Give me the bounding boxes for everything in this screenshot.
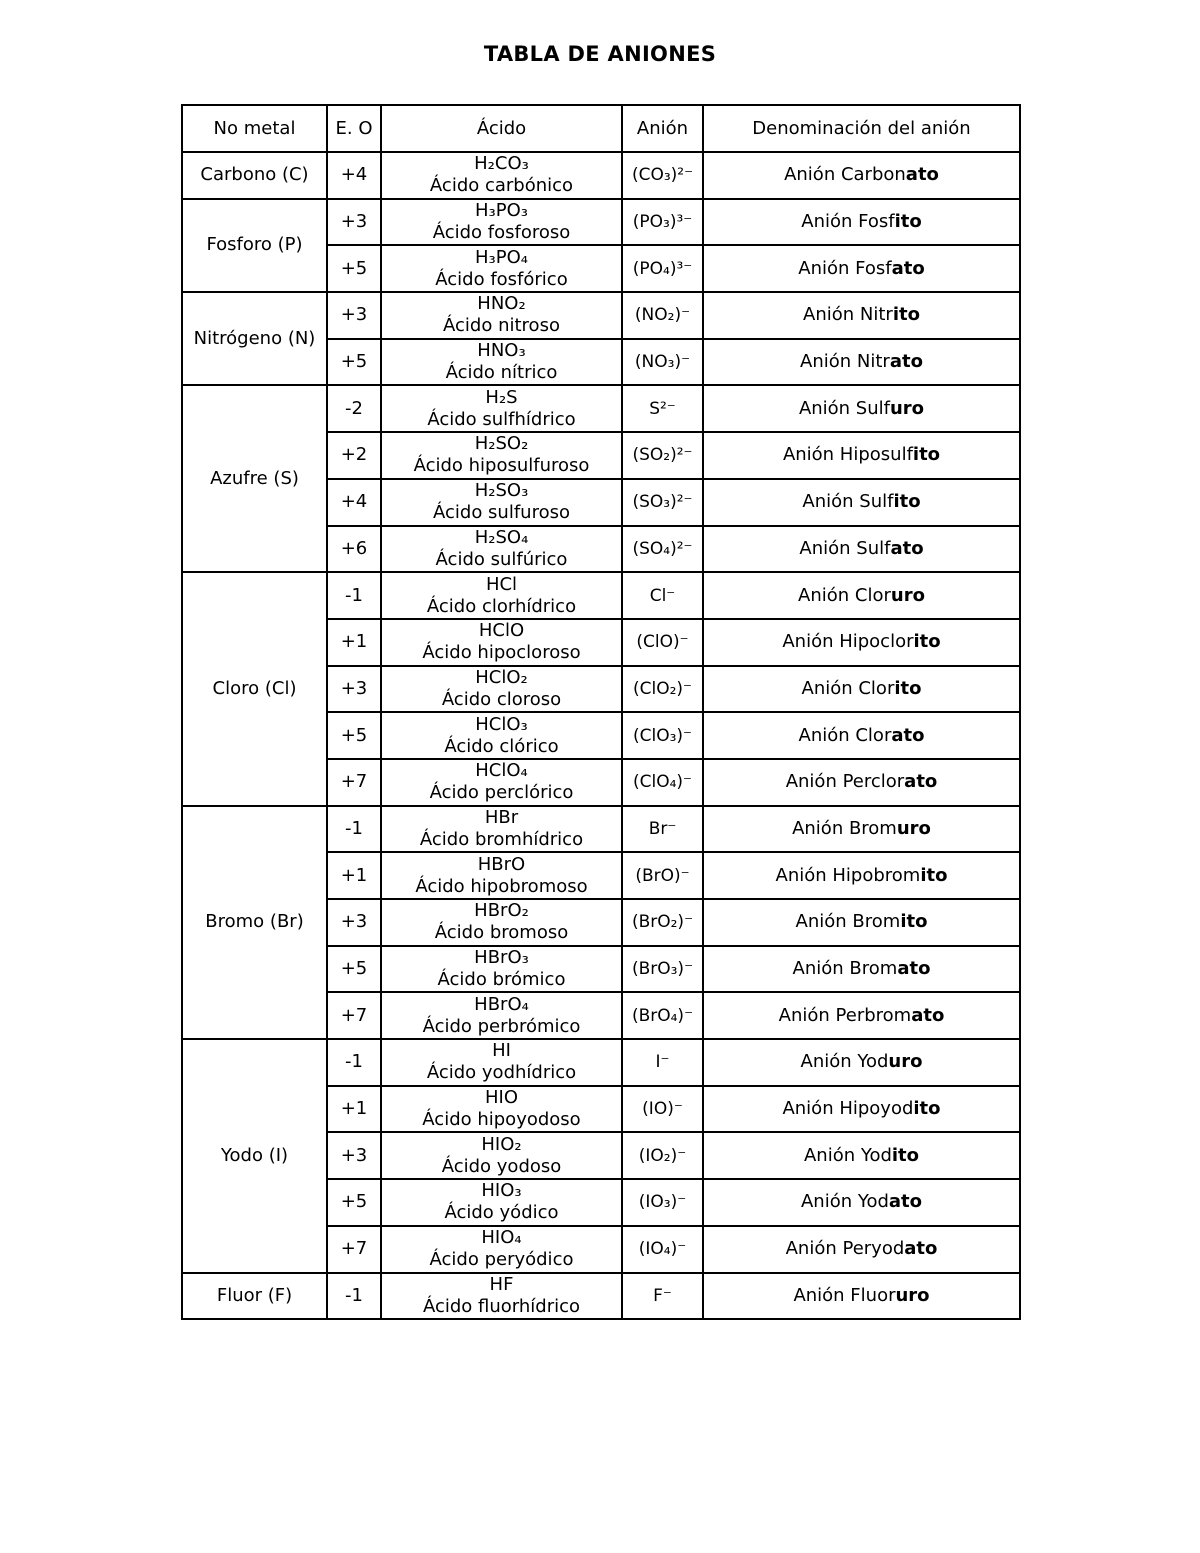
denominacion-cell bbox=[703, 199, 1020, 246]
eo-cell: +1 bbox=[327, 852, 381, 899]
anion-cell: (IO₄)⁻ bbox=[622, 1226, 703, 1273]
acid-cell bbox=[381, 432, 622, 479]
denominacion-cell bbox=[703, 852, 1020, 899]
acid-name: Ácido yódico bbox=[444, 1202, 559, 1224]
acid-cell bbox=[381, 572, 622, 619]
denominacion-cell bbox=[703, 619, 1020, 666]
denominacion-suffix: ato bbox=[890, 537, 924, 559]
anion-cell: (IO)⁻ bbox=[622, 1086, 703, 1133]
acid-formula: HBrO₃ bbox=[474, 947, 529, 969]
anion-table bbox=[181, 104, 1021, 1320]
acid-name: Ácido clorhídrico bbox=[426, 595, 577, 617]
denominacion-suffix: ito bbox=[912, 444, 941, 466]
acid-formula: HCl bbox=[485, 573, 518, 595]
acid-formula: H₃PO₃ bbox=[475, 200, 528, 222]
denominacion-stem: Anión Yod bbox=[803, 1144, 892, 1166]
eo-cell: +3 bbox=[327, 899, 381, 946]
anion-cell: (ClO₃)⁻ bbox=[622, 712, 703, 759]
denominacion-stem: Anión Yod bbox=[800, 1051, 889, 1073]
acid-cell bbox=[381, 479, 622, 526]
eo-cell: +5 bbox=[327, 339, 381, 386]
denominacion-suffix: ito bbox=[913, 631, 941, 653]
anion-cell: (ClO₂)⁻ bbox=[622, 666, 703, 713]
denominacion-stem: Anión Peryod bbox=[785, 1238, 905, 1260]
acid-name: Ácido brómico bbox=[437, 969, 566, 991]
denominacion-suffix: uro bbox=[896, 817, 931, 839]
denominacion-stem: Anión Brom bbox=[792, 817, 897, 839]
acid-name: Ácido hiposulfuroso bbox=[413, 455, 590, 477]
header-acido: Ácido bbox=[381, 105, 622, 152]
anion-cell: (BrO₄)⁻ bbox=[622, 992, 703, 1039]
acid-name: Ácido peryódico bbox=[429, 1249, 574, 1271]
denominacion-suffix: ato bbox=[897, 958, 931, 980]
table-row bbox=[182, 292, 1020, 339]
eo-cell: +3 bbox=[327, 199, 381, 246]
acid-cell bbox=[381, 946, 622, 993]
denominacion-cell bbox=[703, 759, 1020, 806]
acid-name: Ácido carbónico bbox=[429, 175, 574, 197]
denominacion-suffix: uro bbox=[895, 1284, 930, 1306]
acid-formula: HIO₂ bbox=[481, 1133, 522, 1155]
denominacion-stem: Anión Sulf bbox=[799, 537, 891, 559]
acid-cell bbox=[381, 899, 622, 946]
anion-table-body bbox=[182, 105, 1020, 1319]
acid-formula: HClO₄ bbox=[475, 760, 528, 782]
no-metal-cell: Nitrógeno (N) bbox=[182, 292, 327, 385]
table-row bbox=[182, 152, 1020, 199]
denominacion-stem: Anión Sulf bbox=[798, 397, 890, 419]
eo-cell: +4 bbox=[327, 479, 381, 526]
denominacion-cell bbox=[703, 666, 1020, 713]
denominacion-cell bbox=[703, 1226, 1020, 1273]
anion-cell: (NO₃)⁻ bbox=[622, 339, 703, 386]
acid-formula: H₃PO₄ bbox=[475, 246, 528, 268]
denominacion-stem: Anión Hipoyod bbox=[782, 1098, 914, 1120]
denominacion-cell bbox=[703, 1132, 1020, 1179]
table-row bbox=[182, 806, 1020, 853]
acid-formula: HIO bbox=[484, 1087, 518, 1109]
acid-cell bbox=[381, 385, 622, 432]
acid-cell bbox=[381, 245, 622, 292]
denominacion-cell bbox=[703, 385, 1020, 432]
denominacion-stem: Anión Nitr bbox=[803, 304, 893, 326]
acid-formula: HBrO₂ bbox=[474, 900, 529, 922]
denominacion-stem: Anión Fluor bbox=[793, 1284, 896, 1306]
acid-name: Ácido fosfórico bbox=[435, 268, 568, 290]
anion-cell: (BrO)⁻ bbox=[622, 852, 703, 899]
acid-cell bbox=[381, 292, 622, 339]
no-metal-cell: Carbono (C) bbox=[182, 152, 327, 199]
anion-cell: (CO₃)²⁻ bbox=[622, 152, 703, 199]
denominacion-stem: Anión Brom bbox=[792, 958, 898, 980]
acid-formula: H₂SO₃ bbox=[474, 480, 529, 502]
acid-name: Ácido hipoyodoso bbox=[422, 1109, 581, 1131]
denominacion-cell bbox=[703, 899, 1020, 946]
acid-name: Ácido perbrómico bbox=[422, 1015, 581, 1037]
acid-formula: HIO₃ bbox=[481, 1180, 522, 1202]
anion-cell: Cl⁻ bbox=[622, 572, 703, 619]
acid-name: Ácido clórico bbox=[444, 735, 559, 757]
denominacion-suffix: ato bbox=[904, 771, 938, 793]
denominacion-stem: Anión Carbon bbox=[784, 164, 906, 186]
eo-cell: -1 bbox=[327, 1273, 381, 1320]
denominacion-suffix: ito bbox=[900, 911, 928, 933]
acid-name: Ácido bromhídrico bbox=[419, 828, 584, 850]
acid-cell bbox=[381, 1226, 622, 1273]
no-metal-cell: Yodo (I) bbox=[182, 1039, 327, 1272]
denominacion-stem: Anión Nitr bbox=[800, 351, 890, 373]
acid-formula: HClO₃ bbox=[475, 713, 528, 735]
denominacion-suffix: ito bbox=[893, 491, 921, 513]
denominacion-suffix: ato bbox=[891, 257, 925, 279]
acid-cell bbox=[381, 1273, 622, 1320]
acid-formula: H₂S bbox=[485, 386, 518, 408]
denominacion-suffix: ito bbox=[894, 211, 922, 233]
acid-name: Ácido hipobromoso bbox=[415, 875, 588, 897]
anion-cell: (BrO₂)⁻ bbox=[622, 899, 703, 946]
eo-cell: +7 bbox=[327, 759, 381, 806]
eo-cell: +7 bbox=[327, 992, 381, 1039]
acid-formula: HBrO₄ bbox=[474, 993, 529, 1015]
eo-cell: +3 bbox=[327, 666, 381, 713]
eo-cell: -1 bbox=[327, 572, 381, 619]
denominacion-cell bbox=[703, 946, 1020, 993]
anion-cell: F⁻ bbox=[622, 1273, 703, 1320]
acid-cell bbox=[381, 619, 622, 666]
acid-formula: H₂SO₂ bbox=[474, 433, 529, 455]
acid-cell bbox=[381, 199, 622, 246]
denominacion-stem: Anión Clor bbox=[801, 677, 895, 699]
eo-cell: +4 bbox=[327, 152, 381, 199]
anion-cell: (ClO₄)⁻ bbox=[622, 759, 703, 806]
acid-cell bbox=[381, 339, 622, 386]
acid-cell bbox=[381, 1086, 622, 1133]
acid-formula: HClO₂ bbox=[475, 666, 528, 688]
acid-cell bbox=[381, 666, 622, 713]
acid-cell bbox=[381, 1179, 622, 1226]
acid-cell bbox=[381, 759, 622, 806]
eo-cell: +3 bbox=[327, 1132, 381, 1179]
eo-cell: -2 bbox=[327, 385, 381, 432]
header-eo: E. O bbox=[327, 105, 381, 152]
acid-cell bbox=[381, 1132, 622, 1179]
denominacion-suffix: uro bbox=[889, 397, 925, 419]
acid-cell bbox=[381, 852, 622, 899]
acid-name: Ácido hipocloroso bbox=[422, 642, 581, 664]
denominacion-suffix: ato bbox=[905, 164, 939, 186]
denominacion-suffix: ito bbox=[894, 677, 922, 699]
eo-cell: +2 bbox=[327, 432, 381, 479]
denominacion-suffix: uro bbox=[888, 1051, 923, 1073]
eo-cell: +5 bbox=[327, 245, 381, 292]
anion-cell: (SO₃)²⁻ bbox=[622, 479, 703, 526]
eo-cell: +7 bbox=[327, 1226, 381, 1273]
no-metal-cell: Bromo (Br) bbox=[182, 806, 327, 1039]
denominacion-stem: Anión Hiposulf bbox=[782, 444, 913, 466]
acid-cell bbox=[381, 526, 622, 573]
denominacion-cell bbox=[703, 806, 1020, 853]
denominacion-stem: Anión Hipobrom bbox=[775, 864, 921, 886]
acid-formula: HF bbox=[489, 1273, 514, 1295]
denominacion-cell bbox=[703, 992, 1020, 1039]
eo-cell: +5 bbox=[327, 712, 381, 759]
acid-formula: H₂SO₄ bbox=[474, 526, 529, 548]
acid-name: Ácido sulfúrico bbox=[435, 548, 568, 570]
denominacion-stem: Anión Brom bbox=[795, 911, 901, 933]
denominacion-cell bbox=[703, 1086, 1020, 1133]
denominacion-cell bbox=[703, 292, 1020, 339]
table-row bbox=[182, 1039, 1020, 1086]
denominacion-cell bbox=[703, 572, 1020, 619]
no-metal-cell: Cloro (Cl) bbox=[182, 572, 327, 805]
no-metal-cell: Fosforo (P) bbox=[182, 199, 327, 292]
denominacion-suffix: ato bbox=[888, 1191, 923, 1213]
acid-cell bbox=[381, 1039, 622, 1086]
acid-name: Ácido perclórico bbox=[429, 782, 574, 804]
acid-name: Ácido nítrico bbox=[445, 362, 558, 384]
eo-cell: +1 bbox=[327, 619, 381, 666]
denominacion-stem: Anión Clor bbox=[798, 724, 892, 746]
eo-cell: +1 bbox=[327, 1086, 381, 1133]
acid-cell bbox=[381, 152, 622, 199]
acid-name: Ácido bromoso bbox=[434, 922, 569, 944]
denominacion-suffix: ito bbox=[920, 864, 948, 886]
page-title: TABLA DE ANIONES bbox=[483, 42, 717, 66]
header-no-metal: No metal bbox=[182, 105, 327, 152]
no-metal-cell: Fluor (F) bbox=[182, 1273, 327, 1320]
no-metal-cell: Azufre (S) bbox=[182, 385, 327, 572]
eo-cell: +5 bbox=[327, 1179, 381, 1226]
acid-formula: HBrO bbox=[477, 853, 526, 875]
anion-cell: (BrO₃)⁻ bbox=[622, 946, 703, 993]
acid-formula: HBr bbox=[484, 806, 519, 828]
acid-name: Ácido fluorhídrico bbox=[422, 1295, 581, 1317]
table-row bbox=[182, 199, 1020, 246]
acid-cell bbox=[381, 712, 622, 759]
denominacion-stem: Anión Hipoclor bbox=[782, 631, 914, 653]
denominacion-stem: Anión Fosf bbox=[801, 211, 895, 233]
acid-cell bbox=[381, 992, 622, 1039]
acid-name: Ácido sulfuroso bbox=[433, 502, 570, 524]
denominacion-suffix: ito bbox=[892, 304, 920, 326]
anion-cell: (ClO)⁻ bbox=[622, 619, 703, 666]
denominacion-suffix: ato bbox=[904, 1238, 938, 1260]
denominacion-stem: Anión Perclor bbox=[785, 771, 905, 793]
table-header-row bbox=[182, 105, 1020, 152]
denominacion-stem: Anión Fosf bbox=[798, 257, 892, 279]
denominacion-suffix: ato bbox=[891, 724, 925, 746]
anion-cell: (IO₃)⁻ bbox=[622, 1179, 703, 1226]
acid-cell bbox=[381, 806, 622, 853]
table-row bbox=[182, 1273, 1020, 1320]
denominacion-stem: Anión Clor bbox=[798, 584, 891, 606]
acid-formula: HClO bbox=[478, 620, 525, 642]
eo-cell: +6 bbox=[327, 526, 381, 573]
anion-cell: (SO₄)²⁻ bbox=[622, 526, 703, 573]
denominacion-cell bbox=[703, 1179, 1020, 1226]
header-denominacion: Denominación del anión bbox=[703, 105, 1020, 152]
denominacion-suffix: uro bbox=[890, 584, 925, 606]
acid-name: Ácido nitroso bbox=[443, 315, 560, 337]
denominacion-cell bbox=[703, 526, 1020, 573]
denominacion-stem: Anión Perbrom bbox=[778, 1004, 912, 1026]
denominacion-cell bbox=[703, 432, 1020, 479]
denominacion-suffix: ato bbox=[911, 1004, 945, 1026]
table-row bbox=[182, 385, 1020, 432]
table-row bbox=[182, 572, 1020, 619]
denominacion-cell bbox=[703, 479, 1020, 526]
denominacion-cell bbox=[703, 245, 1020, 292]
eo-cell: +3 bbox=[327, 292, 381, 339]
denominacion-stem: Anión Yod bbox=[800, 1191, 889, 1213]
acid-name: Ácido cloroso bbox=[441, 688, 562, 710]
acid-name: Ácido yodhídrico bbox=[426, 1062, 577, 1084]
denominacion-suffix: ito bbox=[891, 1144, 920, 1166]
anion-cell: S²⁻ bbox=[622, 385, 703, 432]
acid-name: Ácido yodoso bbox=[441, 1155, 562, 1177]
anion-cell: Br⁻ bbox=[622, 806, 703, 853]
denominacion-suffix: ito bbox=[913, 1098, 941, 1120]
anion-cell: (NO₂)⁻ bbox=[622, 292, 703, 339]
acid-name: Ácido sulfhídrico bbox=[427, 408, 576, 430]
denominacion-suffix: ato bbox=[889, 351, 923, 373]
acid-formula: HNO₂ bbox=[477, 293, 526, 315]
denominacion-cell bbox=[703, 1273, 1020, 1320]
anion-cell: I⁻ bbox=[622, 1039, 703, 1086]
anion-cell: (PO₃)³⁻ bbox=[622, 199, 703, 246]
denominacion-cell bbox=[703, 1039, 1020, 1086]
eo-cell: -1 bbox=[327, 1039, 381, 1086]
denominacion-stem: Anión Sulf bbox=[802, 491, 894, 513]
acid-name: Ácido fosforoso bbox=[432, 222, 571, 244]
eo-cell: -1 bbox=[327, 806, 381, 853]
eo-cell: +5 bbox=[327, 946, 381, 993]
anion-cell: (IO₂)⁻ bbox=[622, 1132, 703, 1179]
acid-formula: H₂CO₃ bbox=[474, 153, 529, 175]
acid-formula: HNO₃ bbox=[477, 340, 526, 362]
denominacion-cell bbox=[703, 339, 1020, 386]
denominacion-cell bbox=[703, 152, 1020, 199]
acid-formula: HI bbox=[492, 1040, 511, 1062]
acid-formula: HIO₄ bbox=[481, 1227, 522, 1249]
header-anion: Anión bbox=[622, 105, 703, 152]
anion-cell: (SO₂)²⁻ bbox=[622, 432, 703, 479]
anion-cell: (PO₄)³⁻ bbox=[622, 245, 703, 292]
denominacion-cell bbox=[703, 712, 1020, 759]
